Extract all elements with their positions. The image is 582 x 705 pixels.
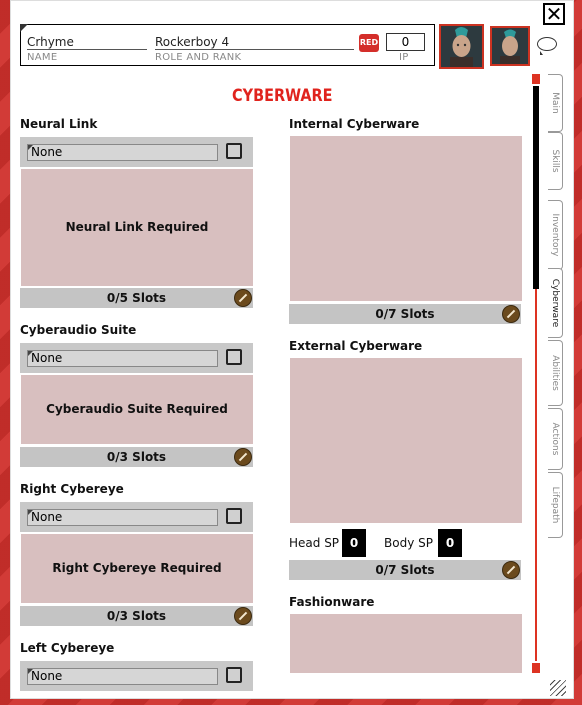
- neural-link-drop-zone[interactable]: [20, 169, 253, 286]
- section-title: CYBERWARE: [232, 86, 333, 106]
- neural-link-select[interactable]: None: [27, 144, 218, 161]
- cyberaudio-slots-bar: [20, 447, 253, 467]
- pencil-icon[interactable]: [234, 289, 252, 307]
- portrait-face-icon: [441, 26, 482, 67]
- name-field[interactable]: Crhyme: [27, 35, 74, 49]
- red-logo-icon[interactable]: RED: [359, 34, 379, 52]
- role-underline: [155, 49, 354, 50]
- scrollbar-track-bottom: [532, 663, 540, 673]
- neural-link-slots-text: 0/5 Slots: [106, 291, 167, 305]
- right-cybereye-select-bar: [20, 502, 253, 532]
- close-icon[interactable]: ✕: [543, 3, 565, 25]
- right-cybereye-slots-text: 0/3 Slots: [106, 609, 167, 623]
- external-cyberware-drop-zone[interactable]: [289, 358, 522, 523]
- body-sp-value[interactable]: 0: [438, 529, 462, 557]
- fashionware-title: Fashionware: [289, 595, 375, 609]
- right-cybereye-required-text: Right Cybereye Required: [52, 561, 222, 575]
- resize-grip-icon[interactable]: [550, 680, 566, 696]
- tab-main-label: Main: [550, 92, 560, 114]
- internal-cyberware-drop-zone[interactable]: [289, 136, 522, 301]
- left-cybereye-title: Left Cybereye: [20, 641, 115, 655]
- cyberaudio-select[interactable]: None: [27, 350, 218, 367]
- tab-abilities-label: Abilities: [550, 355, 560, 391]
- cyberaudio-title: Cyberaudio Suite: [20, 323, 137, 337]
- scrollbar-thumb[interactable]: [533, 86, 539, 289]
- cyberaudio-select-bar: [20, 343, 253, 373]
- neural-link-select-bar: [20, 137, 253, 167]
- left-cybereye-checkbox[interactable]: [226, 667, 242, 683]
- right-cybereye-checkbox[interactable]: [226, 508, 242, 524]
- left-cybereye-clip: [20, 661, 253, 683]
- internal-slots-text: 0/7 Slots: [375, 307, 435, 321]
- tab-abilities[interactable]: [548, 340, 563, 406]
- cyberaudio-slots-text: 0/3 Slots: [106, 450, 167, 464]
- chat-icon[interactable]: [537, 37, 557, 51]
- token-face-icon: [492, 28, 528, 64]
- internal-cyberware-title: Internal Cyberware: [289, 117, 420, 131]
- tab-cyberware[interactable]: [548, 268, 563, 338]
- tab-main[interactable]: [548, 74, 563, 132]
- body-sp-label: Body SP: [384, 536, 433, 550]
- role-label: ROLE AND RANK: [155, 52, 242, 63]
- ip-field[interactable]: 0: [386, 33, 425, 51]
- tab-inventory[interactable]: [548, 200, 563, 270]
- right-cybereye-drop-zone[interactable]: [20, 534, 253, 603]
- name-label: NAME: [27, 52, 58, 63]
- role-field[interactable]: Rockerboy 4: [155, 35, 230, 49]
- right-cybereye-select[interactable]: None: [27, 509, 218, 526]
- token-image[interactable]: [490, 26, 530, 66]
- neural-link-checkbox[interactable]: [226, 143, 242, 159]
- ip-label: IP: [399, 52, 409, 63]
- scrollbar-track[interactable]: [535, 289, 537, 661]
- pencil-icon[interactable]: [234, 448, 252, 466]
- tab-cyberware-label: Cyberware: [550, 278, 560, 328]
- tab-actions-label: Actions: [550, 422, 560, 456]
- tab-skills-label: Skills: [550, 149, 560, 173]
- neural-link-required-text: Neural Link Required: [65, 220, 209, 234]
- pencil-icon[interactable]: [234, 607, 252, 625]
- pencil-icon[interactable]: [502, 305, 520, 323]
- right-cybereye-title: Right Cybereye: [20, 482, 124, 496]
- external-cyberware-title: External Cyberware: [289, 339, 423, 353]
- neural-link-slots-bar: [20, 288, 253, 308]
- portrait-image[interactable]: [439, 24, 484, 69]
- head-sp-value[interactable]: 0: [342, 529, 366, 557]
- cyberaudio-drop-zone[interactable]: [20, 375, 253, 444]
- right-cybereye-slots-bar: [20, 606, 253, 626]
- fashionware-drop-zone[interactable]: [289, 614, 522, 673]
- left-cybereye-select[interactable]: None: [27, 668, 218, 685]
- external-slots-bar: [289, 560, 521, 580]
- internal-slots-bar: [289, 304, 521, 324]
- tab-lifepath-label: Lifepath: [550, 486, 560, 524]
- neural-link-title: Neural Link: [20, 117, 98, 131]
- tab-actions[interactable]: [548, 408, 563, 470]
- external-slots-text: 0/7 Slots: [375, 563, 435, 577]
- cyberaudio-checkbox[interactable]: [226, 349, 242, 365]
- scrollbar-track-top: [532, 74, 540, 84]
- tab-inventory-label: Inventory: [550, 213, 560, 257]
- name-underline: [27, 49, 147, 50]
- cyberaudio-required-text: Cyberaudio Suite Required: [46, 402, 228, 416]
- tab-skills[interactable]: [548, 132, 563, 190]
- head-sp-label: Head SP: [289, 536, 340, 550]
- pencil-icon[interactable]: [502, 561, 520, 579]
- tab-lifepath[interactable]: [548, 472, 563, 538]
- left-cybereye-select-bar: [20, 661, 253, 691]
